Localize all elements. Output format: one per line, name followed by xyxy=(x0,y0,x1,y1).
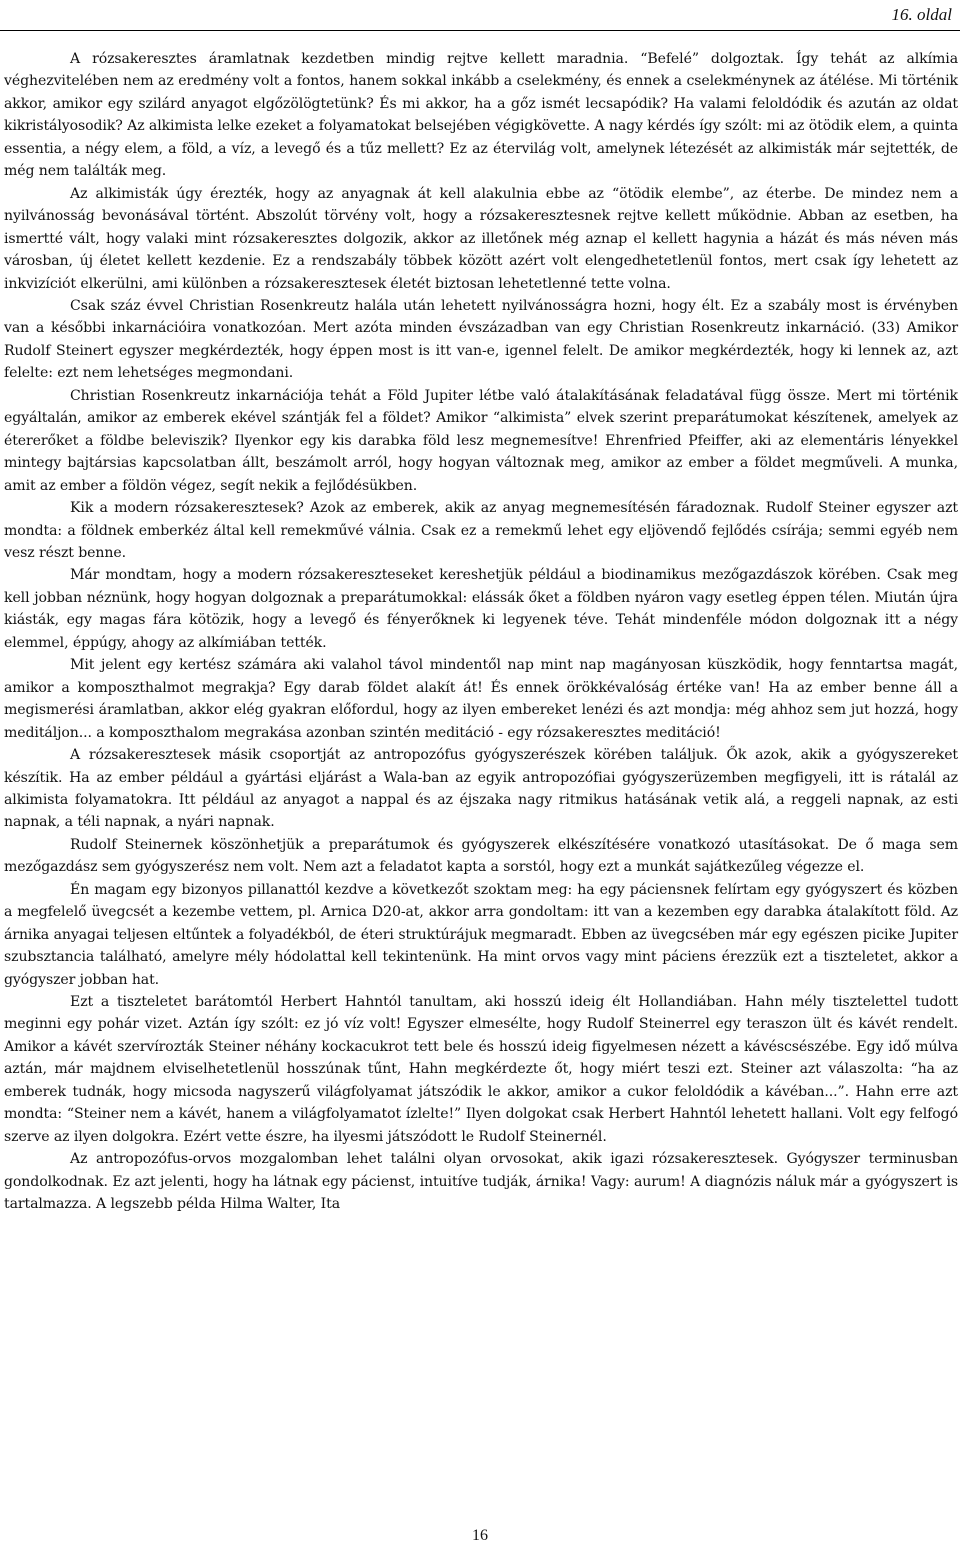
paragraph-7: Mit jelent egy kertész számára aki valahol távol mindentől nap mint nap magányosan küszködik, hogy fenntartsa magát, amikor a komposzthalmot megrakja? Egy darab földet alakít át! És ennek örökkévalóság értéke van! Ha az ember benne áll a megismerési áramlatban, akkor elég gyakran előfordul, hogy az ilyen embereket lenézi és azt mondja: még ahhoz sem jut hozzá, hogy meditáljon... a komposzthalom megrakása azonban szintén meditáció - egy rózsakeresztes meditáció! xyxy=(4,657,958,741)
page-number: 16 xyxy=(472,1527,488,1544)
paragraph-5: Kik a modern rózsakeresztesek? Azok az emberek, akik az anyag megnemesítésén fáradoznak. Rudolf Steiner egyszer azt mondta: a földnek emberkéz által kell remekművé válnia. Csak ez a remekmű lehet egy eljövendő fejlődés csírája; semmi egyéb nem vesz részt benne. xyxy=(4,500,958,561)
paragraph-12: Az antropozófus-orvos mozgalomban lehet találni olyan orvosokat, akik igazi rózsakeresztesek. Gyógyszer terminusban gondolkodnak. Ez azt jelenti, hogy ha látnak egy pácienst, intuitíve tudják, árnika! Vagy: aurum! A diagnózis náluk már a gyógyszert is tartalmazza. A legszebb példa Hilma Walter, Ita xyxy=(4,1151,958,1213)
paragraph-10: Én magam egy bizonyos pillanattól kezdve a következőt szoktam meg: ha egy páciensnek felírtam egy gyógyszert és közben a megfelelő üvegcsét a kezembe vettem, pl. Arnica D20-at, akkor arra gondoltam: itt van a kezemben egy darabka átalakított föld. Az árnika anyagai teljesen eltűntek a folyadékból, de éteri struktúrájuk megmaradt. Ebben az üvegcsében már egy egészen picike Jupiter szubsztancia található, amelyre mély hódolattal kell tekintenünk. Ha mint orvos vagy mint páciens érezzük ezt a tiszteletet, akkor a gyógyszer jobban hat. xyxy=(4,881,958,988)
paragraph-1: A rózsakeresztes áramlatnak kezdetben mindig rejtve kellett maradnia. “Befelé” dolgoztak. Így tehát az alkímia véghezvitelében nem az eredmény volt a fontos, hanem sokkal inkább a cselekmény, és ennek a cselekménynek az átélése. Mi történik akkor, amikor egy szilárd anyagot elgőzölögtetünk? És mi akkor, ha a gőz ismét lecsapódik? Ha valami feloldódik és azután az oldat kikristályosodik? Az alkimista lelke ezeket a folyamatokat belsejében végigkövette. A nagy kérdés így szólt: mi az ötödik elem, a quinta essentia, a négy elem, a föld, a víz, a levegő és a tűz mellett? Ez az étervilág volt, amelynek létezését az alkimisták már sejtették, de még nem találták meg. xyxy=(4,51,958,180)
header-divider xyxy=(0,30,960,31)
paragraph-6: Már mondtam, hogy a modern rózsakereszteseket kereshetjük például a biodinamikus mezőgazdászok körében. Csak meg kell jobban néznünk, hogy hogyan dolgoznak a preparátumokkal: elássák őket a földben nyáron vagy esetleg éppen télen. Miután újra kiásták, egy magas fára kötözik, hogy a levegő és fényerőknek ki legyenek téve. Tehát mindenféle módon dolgoznak itt a négy elemmel, éppúgy, ahogy az alkímiában tették. xyxy=(4,567,958,651)
paragraph-8: A rózsakeresztesek másik csoportját az antropozófus gyógyszerészek körében találjuk. Ők azok, akik a gyógyszereket készítik. Ha az ember például a gyártási eljárást a Wala-ban az egyik antropozófiai gyógyszerüzemben megfigyeli, itt is rátalál az alkimista folyamatokra. Itt például az anyagot a nappal és az éjszaka nagy ritmikus hatásának vetik alá, a reggeli napnak, az esti napnak, a téli napnak, a nyári napnak. xyxy=(4,747,958,831)
document-body xyxy=(4,48,958,1216)
paragraph-3: Csak száz évvel Christian Rosenkreutz halála után lehetett nyilvánosságra hozni, hogy élt. Ez a szabály most is érvényben van a későbbi inkarnációira vonatkozóan. Mert azóta minden évszázadban van egy Christian Rosenkreutz inkarnáció. (33) Amikor Rudolf Steinert egyszer megkérdezték, hogy éppen most is itt van-e, igennel felelt. De amikor megkérdezték, hogy ki lennek az, azt felelte: ezt nem lehetséges megmondani. xyxy=(4,297,958,382)
page-header-title: 16. oldal xyxy=(891,5,952,24)
paragraph-2: Az alkimisták úgy érezték, hogy az anyagnak át kell alakulnia ebbe az “ötödik elembe”, az éterbe. De mindez nem a nyilvánosság bevonásával történt. Abszolút törvény volt, hogy a rózsakeresztesnek rejtve kellett működnie. Abban az esetben, ha ismertté vált, hogy valaki mint rózsakeresztes dolgozik, akkor az illetőnek még aznap el kellett hagynia a házát és más néven más városban, új életet kellett kezdenie. Ez a rendszabály többek között azért volt elengedhetetlenül fontos, mert csak így lehetett az inkvizíciót elkerülni, ami különben a rózsakeresztesek életét biztosan lehetetlenné tette volna. xyxy=(4,185,958,292)
paragraph-4: Christian Rosenkreutz inkarnációja tehát a Föld Jupiter létbe való átalakításának feladatával függ össze. Mert mi történik egyáltalán, amikor az emberek ekével szántják fel a földet? Amikor “alkimista” elvek szerint preparátumokat készítenek, amelyek az étererőket a földbe beleviszik? Ilyenkor egy kis darabka föld lesz megnemesítve! Ehrenfried Pfeiffer, aki az elementáris lényekkel mintegy bajtársias kapcsolatban állt, beszámolt arról, hogy hogyan változnak meg, amikor az ember a földet megműveli. A munka, amit az ember a földön végez, segít nekik a fejlődésükben. xyxy=(4,387,958,494)
page-header xyxy=(0,0,960,34)
paragraph-11: Ezt a tiszteletet barátomtól Herbert Hahntól tanultam, aki hosszú ideig élt Hollandiában. Hahn mély tisztelettel tudott meginni egy pohár vizet. Aztán így szólt: ez jó víz volt! Egyszer elmesélte, hogy Rudolf Steinerrel egy teraszon ült és kávét rendelt. Amikor a kávét szervírozták Steiner néhány kockacukrot tett bele és hosszú ideig figyelmesen nézett a kávéscsészébe. Egy idő múlva aztán, már majdnem elviselhetetlenül hosszúnak tűnt, Hahn megkérdezte őt, hogy miért teszi ezt. Steiner azt válaszolta: “ha az emberek tudnák, hogy micsoda nagyszerű világfolyamat játszódik le akkor, amikor a cukor feloldódik a kávéban...”. Hahn erre azt mondta: “Steiner nem a kávét, hanem a világfolyamatot ízlelte!” Ilyen dolgokat csak Herbert Hahntól lehetett hallani. Volt egy felfogó szerve az ilyen dolgokra. Ezért vette észre, ha ilyesmi játszódott le Rudolf Steinernél. xyxy=(4,994,958,1145)
paragraph-9: Rudolf Steinernek köszönhetjük a preparátumok és gyógyszerek elkészítésére vonatkozó utasításokat. De ő maga sem mezőgazdász sem gyógyszerész nem volt. Nem azt a feladatot kapta a sorstól, hogy ezt a munkát sajátkezűleg végezze el. xyxy=(4,836,958,876)
